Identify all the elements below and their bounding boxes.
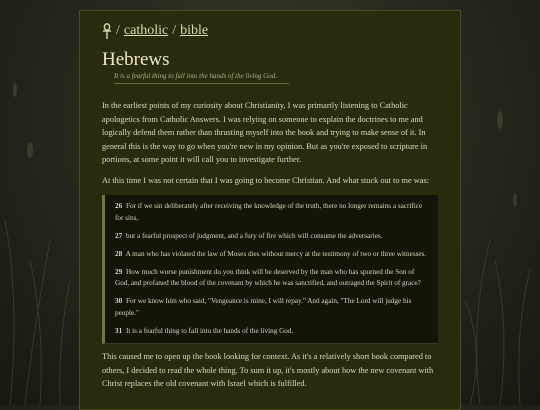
verse-text: A man who has violated the law of Moses dies without mercy at the testimony of two or three witnesses. — [125, 249, 427, 258]
verse-text: It is a fearful thing to fall into the hands of the living God. — [125, 326, 294, 335]
ankh-icon[interactable] — [102, 23, 112, 39]
verse-text: but a fearful prospect of judgment, and a fury of fire which will consume the adversaries. — [125, 231, 383, 240]
verse-item — [115, 267, 430, 290]
verse-item — [115, 326, 430, 338]
verse-item — [115, 249, 430, 261]
verse-item — [115, 201, 430, 224]
paragraph-context: This caused me to open up the book looking for context. As it's a relatively short book compared to others, I decided to read the whole thing. To sum it up, it's mostly about how the new covenant with Christ replaces the old covenant with Israel which is fulfilled. — [102, 352, 434, 388]
paragraph-lead-in: At this time I was not certain that I was going to become Christian. And what stuck out to me was: — [102, 175, 429, 185]
breadcrumb — [102, 21, 438, 41]
verse-item — [115, 296, 430, 319]
breadcrumb-link-catholic[interactable]: catholic — [123, 23, 169, 38]
verse-number: 29 — [115, 267, 123, 276]
article-card — [79, 10, 461, 410]
verse-number: 27 — [115, 231, 123, 240]
verse-text: For we know him who said, "Vengeance is mine, I will repay." And again, "The Lord will judge his people." — [115, 297, 412, 317]
title-divider — [114, 83, 289, 84]
breadcrumb-separator: / — [116, 23, 120, 38]
verse-number: 31 — [115, 326, 123, 335]
verse-text: For if we sin deliberately after receiving the knowledge of the truth, there no longer remains a sacrifice for sins, — [115, 202, 423, 222]
verse-number: 28 — [115, 249, 123, 258]
breadcrumb-link-bible[interactable]: bible — [180, 23, 209, 38]
page-subtitle: It is a fearful thing to fall into the hands of the living God. — [114, 72, 277, 80]
verse-text: How much worse punishment do you think will be deserved by the man who has spurned the Son of God, and profaned the blood of the covenant by which he was sanctified, and outraged the Spirit of grace? — [115, 267, 421, 287]
scripture-quote — [102, 195, 438, 344]
breadcrumb-separator: / — [172, 23, 177, 38]
paragraph-intro: In the earliest points of my curiosity about Christianity, I was primarily listening to Catholic apologetics from Catholic Answers. I was relying on someone to explain the doctrines to me and logically defend them rather than thrusting myself into the book and trying to make sense of it. In general this is the way to go when you're new in my opinion. But as you're exposed to scripture in portions, at some point it will call you to investigate further. — [102, 101, 428, 164]
verse-number: 30 — [115, 297, 123, 305]
verse-number: 26 — [115, 202, 123, 210]
verse-item — [115, 231, 430, 243]
page-title: Hebrews — [102, 49, 170, 70]
